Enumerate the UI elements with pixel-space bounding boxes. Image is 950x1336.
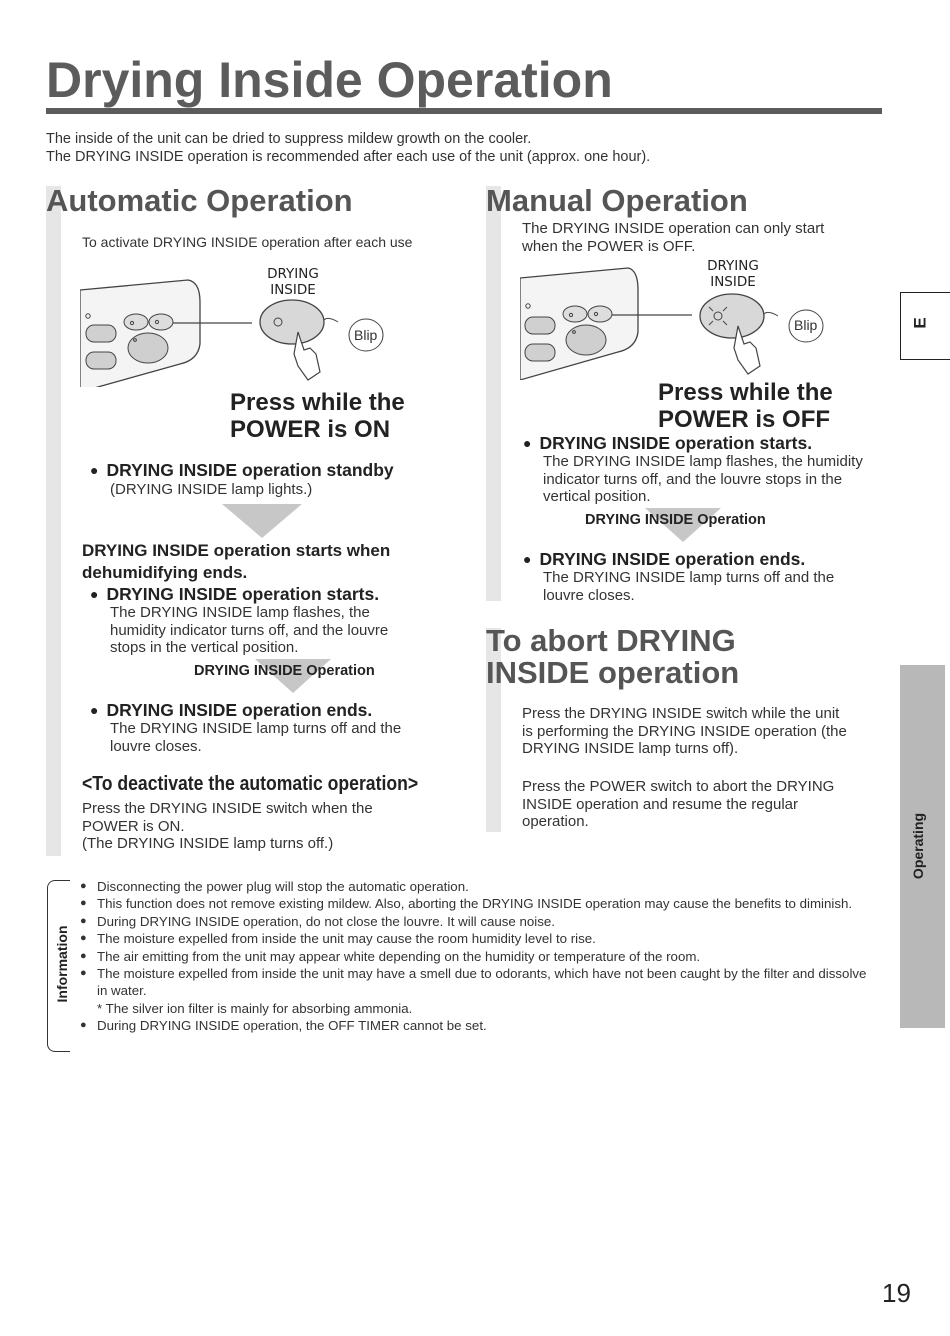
manual-blip: Blip xyxy=(794,317,818,333)
auto-op-label: DRYING INSIDE Operation xyxy=(194,663,375,679)
abort-p1-line-1: Press the DRYING INSIDE switch while the unit xyxy=(522,705,840,722)
intro-text xyxy=(46,130,650,166)
auto-starts-text-2: humidity indicator turns off, and the louvre xyxy=(110,621,389,639)
page-number: 19 xyxy=(882,1278,911,1308)
manual-starts-text-2: indicator turns off, and the louvre stops in the xyxy=(543,470,843,488)
auto-ends-text xyxy=(110,720,401,755)
manual-ends-head: ● DRYING INSIDE operation ends. xyxy=(523,549,805,571)
manual-ends-text-2: louvre closes. xyxy=(543,586,635,604)
manual-title: Manual Operation xyxy=(486,183,748,218)
manual-starts-text-3: vertical position. xyxy=(543,488,651,505)
information-label: Information xyxy=(54,925,70,1003)
automatic-subtitle: To activate DRYING INSIDE operation after each use xyxy=(82,234,413,250)
auto-starts-when xyxy=(82,540,390,584)
auto-starts-text-1: The DRYING INSIDE lamp flashes, the xyxy=(110,604,370,621)
abort-paragraph-1 xyxy=(522,705,847,758)
side-tab-operating-label: Operating xyxy=(910,812,926,880)
manual-button-label-1: DRYING xyxy=(707,258,759,274)
remote-illustration-manual xyxy=(520,250,840,380)
auto-starts-text xyxy=(110,604,388,657)
auto-starts-head: ● DRYING INSIDE operation starts. xyxy=(90,584,379,606)
auto-button-label-1: DRYING xyxy=(267,266,319,282)
side-tab-letter: E xyxy=(910,317,930,329)
manual-starts-text xyxy=(543,453,863,506)
auto-button-label xyxy=(258,266,328,298)
auto-press-line-1: Press while the xyxy=(230,389,405,416)
info-note: * The silver ion filter is mainly for absorbing ammonia. xyxy=(97,1000,413,1016)
info-item: ● This function does not remove existing mildew. Also, aborting the DRYING INSIDE operation may cause the benefits to diminish. xyxy=(80,895,880,912)
manual-starts-head: ● DRYING INSIDE operation starts. xyxy=(523,433,812,455)
auto-blip: Blip xyxy=(354,327,378,343)
auto-press-line-2: POWER is ON xyxy=(230,416,391,443)
abort-p2-line-2: INSIDE operation and resume the regular xyxy=(522,795,798,813)
info-item: ● During DRYING INSIDE operation, do not close the louvre. It will cause noise. xyxy=(80,913,880,930)
info-item: ● The moisture expelled from inside the unit may cause the room humidity level to rise. xyxy=(80,930,880,947)
abort-p1-line-2: is performing the DRYING INSIDE operation (the xyxy=(522,722,847,740)
auto-ends-head: ● DRYING INSIDE operation ends. xyxy=(90,700,372,722)
deactivate-text xyxy=(82,800,373,853)
abort-title-2: INSIDE operation xyxy=(486,655,740,690)
side-tab-e xyxy=(900,292,950,360)
information-list xyxy=(80,878,880,1035)
automatic-title: Automatic Operation xyxy=(46,183,353,218)
auto-arrow-1 xyxy=(222,504,302,538)
manual-ends-text xyxy=(543,569,834,604)
deactivate-text-2: POWER is ON. xyxy=(82,817,185,835)
manual-press-line-1: Press while the xyxy=(658,379,833,406)
auto-press-instruction xyxy=(230,389,405,443)
page-title: Drying Inside Operation xyxy=(46,52,882,114)
abort-p2-line-3: operation. xyxy=(522,813,589,830)
manual-subtitle-2: when the POWER is OFF. xyxy=(522,237,696,255)
auto-starts-text-3: stops in the vertical position. xyxy=(110,639,299,656)
auto-standby-head: ● DRYING INSIDE operation standby xyxy=(90,460,394,482)
remote-illustration-auto xyxy=(80,262,400,387)
manual-op-label: DRYING INSIDE Operation xyxy=(585,512,766,528)
automatic-section-bar xyxy=(46,186,61,856)
manual-ends-text-1: The DRYING INSIDE lamp turns off and the xyxy=(543,569,835,586)
manual-starts-text-1: The DRYING INSIDE lamp flashes, the humidity xyxy=(543,453,863,470)
deactivate-heading: <To deactivate the automatic operation> xyxy=(82,773,419,795)
abort-p2-line-1: Press the POWER switch to abort the DRYING xyxy=(522,778,835,795)
manual-section-bar xyxy=(486,186,501,601)
deactivate-text-3: (The DRYING INSIDE lamp turns off.) xyxy=(82,835,334,852)
auto-starts-when-1: DRYING INSIDE operation starts when xyxy=(82,541,391,560)
intro-line-2: The DRYING INSIDE operation is recommended after each use of the unit (approx. one hour). xyxy=(46,149,651,165)
manual-press-line-2: POWER is OFF xyxy=(658,406,831,433)
auto-standby-text: (DRYING INSIDE lamp lights.) xyxy=(110,481,313,498)
abort-title-1: To abort DRYING xyxy=(486,623,736,658)
info-item: ● Disconnecting the power plug will stop the automatic operation. xyxy=(80,878,880,895)
auto-ends-text-1: The DRYING INSIDE lamp turns off and the xyxy=(110,720,402,737)
manual-press-instruction xyxy=(658,379,833,433)
manual-subtitle-1: The DRYING INSIDE operation can only start xyxy=(522,220,825,237)
abort-paragraph-2 xyxy=(522,778,834,831)
info-item: ● The moisture expelled from inside the unit may have a smell due to odorants, which have not been caught by the filter and dissolve in water. xyxy=(80,965,880,1000)
intro-line-1: The inside of the unit can be dried to suppress mildew growth on the cooler. xyxy=(46,131,532,147)
manual-button-label-2: INSIDE xyxy=(710,274,756,290)
auto-button-label-2: INSIDE xyxy=(270,282,316,298)
manual-button-label xyxy=(698,258,768,290)
info-item: ● During DRYING INSIDE operation, the OFF TIMER cannot be set. xyxy=(80,1017,880,1034)
abort-title xyxy=(486,625,739,689)
deactivate-text-1: Press the DRYING INSIDE switch when the xyxy=(82,800,373,817)
auto-starts-when-2: dehumidifying ends. xyxy=(82,563,248,582)
info-item: ● The air emitting from the unit may appear white depending on the humidity or temperature of the room. xyxy=(80,948,880,965)
abort-p1-line-3: DRYING INSIDE lamp turns off). xyxy=(522,740,739,757)
auto-ends-text-2: louvre closes. xyxy=(110,737,202,755)
